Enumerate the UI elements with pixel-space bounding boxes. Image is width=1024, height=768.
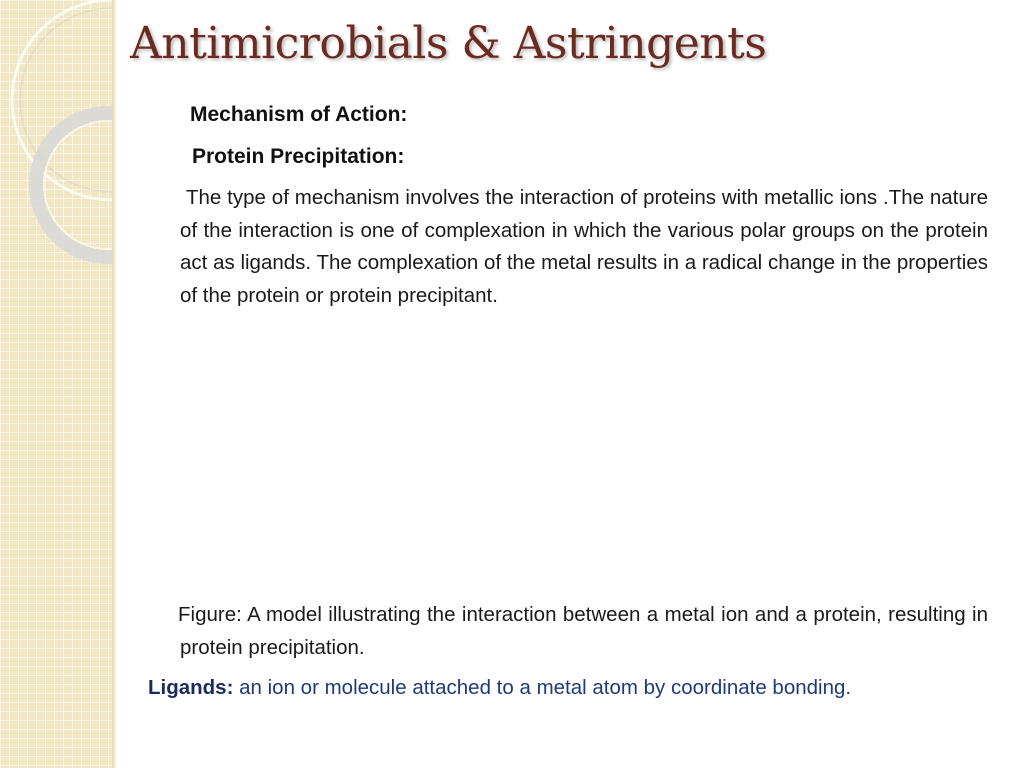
- decorative-side-panel: [0, 0, 112, 768]
- side-panel-edge: [112, 0, 116, 768]
- ligands-definition: an ion or molecule attached to a metal atom by coordinate bonding.: [239, 676, 852, 699]
- mechanism-paragraph: The type of mechanism involves the interaction of proteins with metallic ions .The nature of the interaction is one of complexation in which the various polar groups on the protein act as ligands. The complexation of the metal results in a radical change in the properties of the protein or protein precipitant.: [180, 186, 988, 307]
- ligands-definition-block: [148, 672, 988, 705]
- slide-title: Antimicrobials & Astringents: [130, 18, 767, 69]
- ring-decoration: [0, 0, 112, 768]
- ligands-term: Ligands:: [148, 676, 234, 699]
- protein-precipitation-heading: Protein Precipitation:: [192, 145, 405, 168]
- figure-caption: Figure: A model illustrating the interaction between a metal ion and a protein, resulting in protein precipitation.: [178, 603, 988, 659]
- mechanism-heading: Mechanism of Action:: [190, 103, 408, 126]
